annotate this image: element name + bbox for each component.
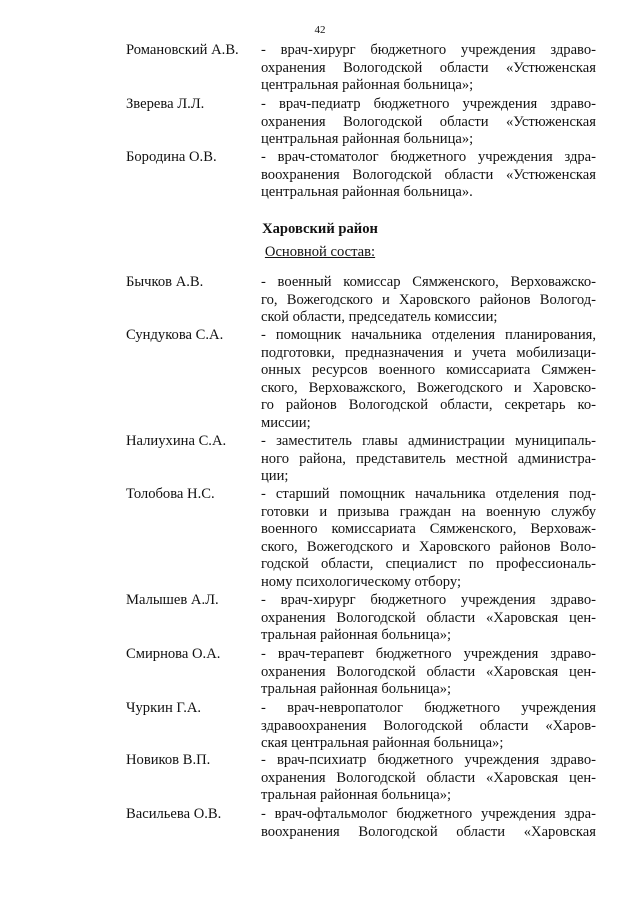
member-role [261,646,596,699]
subsection-title [0,244,640,261]
member-role-line: тральная районная больница»; [261,627,452,644]
member-role-line: го, Вожегодского и Харовского районов Вологод- [261,291,596,308]
member-name: Налиухина С.А. [126,433,227,449]
member-name: Сундукова С.А. [126,327,224,343]
member-role-line: охранения Вологодской области «Устюженская [261,59,596,76]
member-role-line: воохранения Вологодской области «Харовская [261,823,596,840]
member-role-line: тральная районная больница»; [261,787,452,804]
member-role-line: охранения Вологодской области «Харовская цен- [261,663,596,680]
member-role-line: - помощник начальника отделения планирования, [261,327,596,343]
member-name: Чуркин Г.А. [126,700,202,716]
page-number: 42 [314,24,326,36]
member-role [261,42,596,95]
member-role-line: ного района, представитель местной администра- [261,450,596,467]
member-role-line: воохранения Вологодской области «Устюженская [261,166,596,183]
subsection-title-text: Основной состав: [264,244,376,260]
member-role-line: - врач-хирург бюджетного учреждения здраво- [261,592,596,608]
member-role-line: ской области, председатель комиссии; [261,309,498,326]
member-role-line: подготовки, предназначения и учета мобилизаци- [261,344,596,361]
member-role-line: - врач-педиатр бюджетного учреждения здраво- [261,96,596,112]
member-name: Толобова Н.С. [126,486,215,502]
member-role-line: охранения Вологодской области «Харовская цен- [261,769,596,786]
member-role-line: центральная районная больница»; [261,77,474,94]
member-role-line: онных ресурсов военного комиссариата Сямжен- [261,362,596,379]
member-role-line: - старший помощник начальника отделения под- [261,486,596,502]
member-role-line: готовки и призыва граждан на военную службу [261,503,596,520]
member-role-line: центральная районная больница»; [261,131,474,148]
member-name: Романовский А.В. [126,42,239,58]
member-role-line: ского, Вожегодского и Харовского районов Воло- [261,538,596,555]
member-role [261,592,596,645]
member-role-line: здравоохранения Вологодской области «Харов- [261,717,596,734]
member-role [261,752,596,805]
member-role [261,486,596,592]
section-title: Харовский район [262,221,378,237]
member-role-line: ному психологическому отбору; [261,573,462,590]
member-name: Новиков В.П. [126,752,211,768]
member-role-line: военного комиссариата Сямженского, Верховаж- [261,521,596,538]
member-role-line: - военный комиссар Сямженского, Верховажско- [261,274,596,290]
member-role-line: - врач-офтальмолог бюджетного учреждения здра- [261,806,596,822]
member-role-line: - врач-стоматолог бюджетного учреждения здра- [261,149,596,165]
member-role-line: ского, Верховажского, Вожегодского и Харовско- [261,379,596,396]
member-role-line: ская центральная районная больница»; [261,735,504,752]
member-role-line: го районов Вологодской области, секретарь ко- [261,397,596,414]
member-role-line: охранения Вологодской области «Устюженская [261,113,596,130]
member-name: Бычков А.В. [126,274,204,290]
member-role-line: годской области, специалист по профессиональ- [261,556,596,573]
member-role [261,806,596,841]
member-name: Бородина О.В. [126,149,217,165]
member-role-line: - врач-терапевт бюджетного учреждения здраво- [261,646,596,662]
member-name: Малышев А.Л. [126,592,219,608]
member-role-line: ции; [261,468,289,485]
member-role-line: тральная районная больница»; [261,681,452,698]
member-role [261,274,596,327]
member-role [261,433,596,486]
member-role-line: - врач-хирург бюджетного учреждения здраво- [261,42,596,58]
member-role [261,149,596,202]
member-name: Смирнова О.А. [126,646,221,662]
member-role [261,96,596,149]
member-role-line: охранения Вологодской области «Харовская цен- [261,609,596,626]
member-role [261,327,596,433]
member-role-line: центральная районная больница». [261,184,473,201]
member-name: Зверева Л.Л. [126,96,205,112]
member-role [261,700,596,753]
member-role-line: - врач-невропатолог бюджетного учреждения [261,700,596,716]
member-role-line: - заместитель главы администрации муниципаль- [261,433,596,449]
member-role-line: миссии; [261,414,311,431]
member-name: Васильева О.В. [126,806,222,822]
member-role-line: - врач-психиатр бюджетного учреждения здраво- [261,752,596,768]
